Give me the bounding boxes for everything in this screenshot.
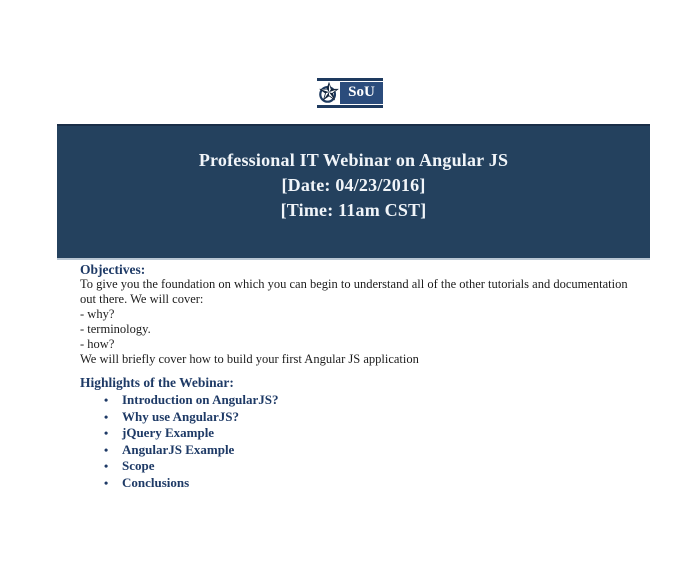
logo-text: SoU — [340, 82, 383, 104]
highlight-label: Conclusions — [122, 474, 190, 490]
list-item — [104, 392, 680, 409]
objectives-heading: Objectives: — [80, 262, 146, 277]
highlight-label: Why use AngularJS? — [122, 408, 240, 424]
bullet-icon: • — [104, 426, 109, 440]
bullet-icon: • — [104, 409, 109, 424]
sou-logo — [317, 78, 383, 108]
flyer-body — [80, 262, 680, 491]
list-item — [104, 458, 680, 475]
highlights-list — [80, 392, 680, 491]
list-item — [104, 425, 680, 442]
highlight-label: Introduction on AngularJS? — [122, 392, 279, 407]
objectives-line: out there. We will cover: — [80, 292, 204, 306]
logo-bottom-bar — [317, 105, 383, 108]
highlight-label: jQuery Example — [122, 425, 215, 440]
compass-star-icon — [317, 82, 340, 104]
list-item — [104, 409, 680, 426]
objectives-line: - why? — [80, 307, 115, 321]
logo-top-bar — [317, 78, 383, 81]
highlight-label: Scope — [122, 458, 155, 473]
banner-date: [Date: 04/23/2016] — [281, 175, 426, 195]
banner-time: [Time: 11am CST] — [280, 200, 427, 220]
banner-title: Professional IT Webinar on Angular JS — [198, 150, 509, 170]
objectives-line: - terminology. — [80, 322, 151, 336]
bullet-icon: • — [104, 393, 109, 407]
title-banner — [57, 124, 650, 260]
highlight-label: AngularJS Example — [122, 441, 235, 457]
list-item — [104, 475, 680, 492]
bullet-icon: • — [104, 475, 109, 490]
objectives-line: To give you the foundation on which you can begin to understand all of the other tutorials and documentation — [80, 277, 628, 291]
highlights-heading: Highlights of the Webinar: — [80, 375, 234, 390]
list-item — [104, 442, 680, 459]
objectives-line: We will briefly cover how to build your first Angular JS application — [80, 352, 419, 366]
bullet-icon: • — [104, 442, 109, 457]
bullet-icon: • — [104, 459, 109, 473]
logo-body — [317, 82, 383, 104]
objectives-line: - how? — [80, 337, 115, 351]
